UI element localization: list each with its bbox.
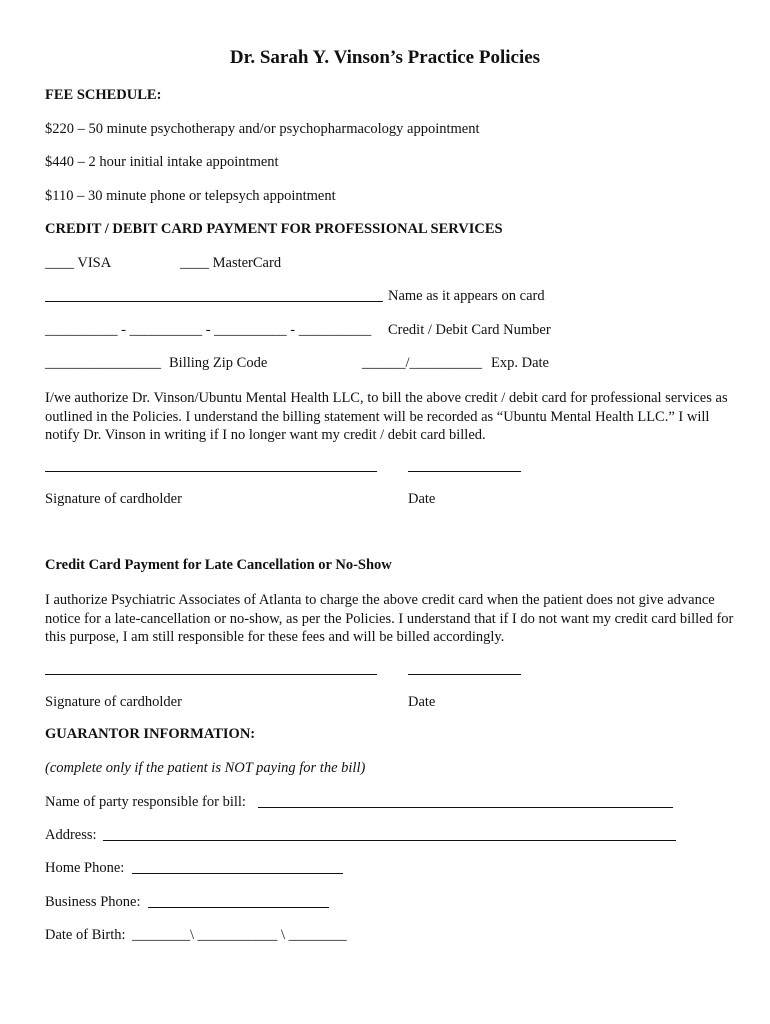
late-cancel-date-label: Date — [408, 694, 436, 710]
responsible-party-label: Name of party responsible for bill: — [45, 794, 246, 810]
name-on-card-label: Name as it appears on card — [388, 288, 545, 304]
address-field[interactable] — [103, 840, 676, 841]
home-phone-label: Home Phone: — [45, 860, 125, 876]
guarantor-heading: GUARANTOR INFORMATION: — [45, 726, 256, 742]
business-phone-label: Business Phone: — [45, 894, 141, 910]
mastercard-checkbox[interactable]: ____ MasterCard — [180, 255, 282, 271]
exp-date-label: Exp. Date — [491, 355, 549, 371]
cardholder-signature-field[interactable] — [45, 471, 377, 472]
visa-checkbox[interactable]: ____ VISA — [45, 255, 112, 271]
name-on-card-field[interactable] — [45, 301, 383, 302]
signature-label: Signature of cardholder — [45, 491, 182, 507]
fee-item: $440 – 2 hour initial intake appointment — [45, 154, 279, 170]
late-cancel-signature-label: Signature of cardholder — [45, 694, 182, 710]
home-phone-field[interactable] — [132, 873, 343, 874]
fee-item: $220 – 50 minute psychotherapy and/or psychopharmacology appointment — [45, 121, 480, 137]
card-number-field[interactable]: __________ - __________ - __________ - __________ — [45, 322, 372, 338]
dob-field[interactable]: ________\ ___________ \ ________ — [132, 927, 347, 943]
late-cancel-authorization-text: I authorize Psychiatric Associates of Atlanta to charge the above credit card when the patient does not give advance notice for a late-cancellation or no-show, as per the Policies. I understand that if I do not want my credit card billed for this purpose, I am still responsible for these fees and will be billed accordingly. — [45, 592, 734, 645]
dob-label: Date of Birth: — [45, 927, 126, 943]
billing-zip-field[interactable]: ________________ — [45, 355, 161, 371]
billing-zip-label: Billing Zip Code — [169, 355, 268, 371]
date-label: Date — [408, 491, 436, 507]
responsible-party-field[interactable] — [258, 807, 673, 808]
card-authorization-text: I/we authorize Dr. Vinson/Ubuntu Mental Health LLC, to bill the above credit / debit card for professional services as outlined in the Policies. I understand the billing statement will be recorded as “Ubuntu Mental Health LLC.” I will notify Dr. Vinson in writing if I no longer want my credit / debit card billed. — [45, 390, 728, 443]
fee-schedule-heading: FEE SCHEDULE: — [45, 87, 162, 103]
card-payment-heading: CREDIT / DEBIT CARD PAYMENT FOR PROFESSIONAL SERVICES — [45, 221, 503, 237]
exp-date-field[interactable]: ______/__________ — [362, 355, 483, 371]
signature-date-field[interactable] — [408, 471, 521, 472]
fee-item: $110 – 30 minute phone or telepsych appointment — [45, 188, 336, 204]
guarantor-note: (complete only if the patient is NOT paying for the bill) — [45, 760, 366, 776]
address-label: Address: — [45, 827, 97, 843]
card-number-label: Credit / Debit Card Number — [388, 322, 551, 338]
late-cancel-signature-field[interactable] — [45, 674, 377, 675]
business-phone-field[interactable] — [148, 907, 329, 908]
late-cancel-date-field[interactable] — [408, 674, 521, 675]
late-cancel-heading: Credit Card Payment for Late Cancellation or No-Show — [45, 557, 392, 573]
page-title: Dr. Sarah Y. Vinson’s Practice Policies — [229, 47, 541, 68]
